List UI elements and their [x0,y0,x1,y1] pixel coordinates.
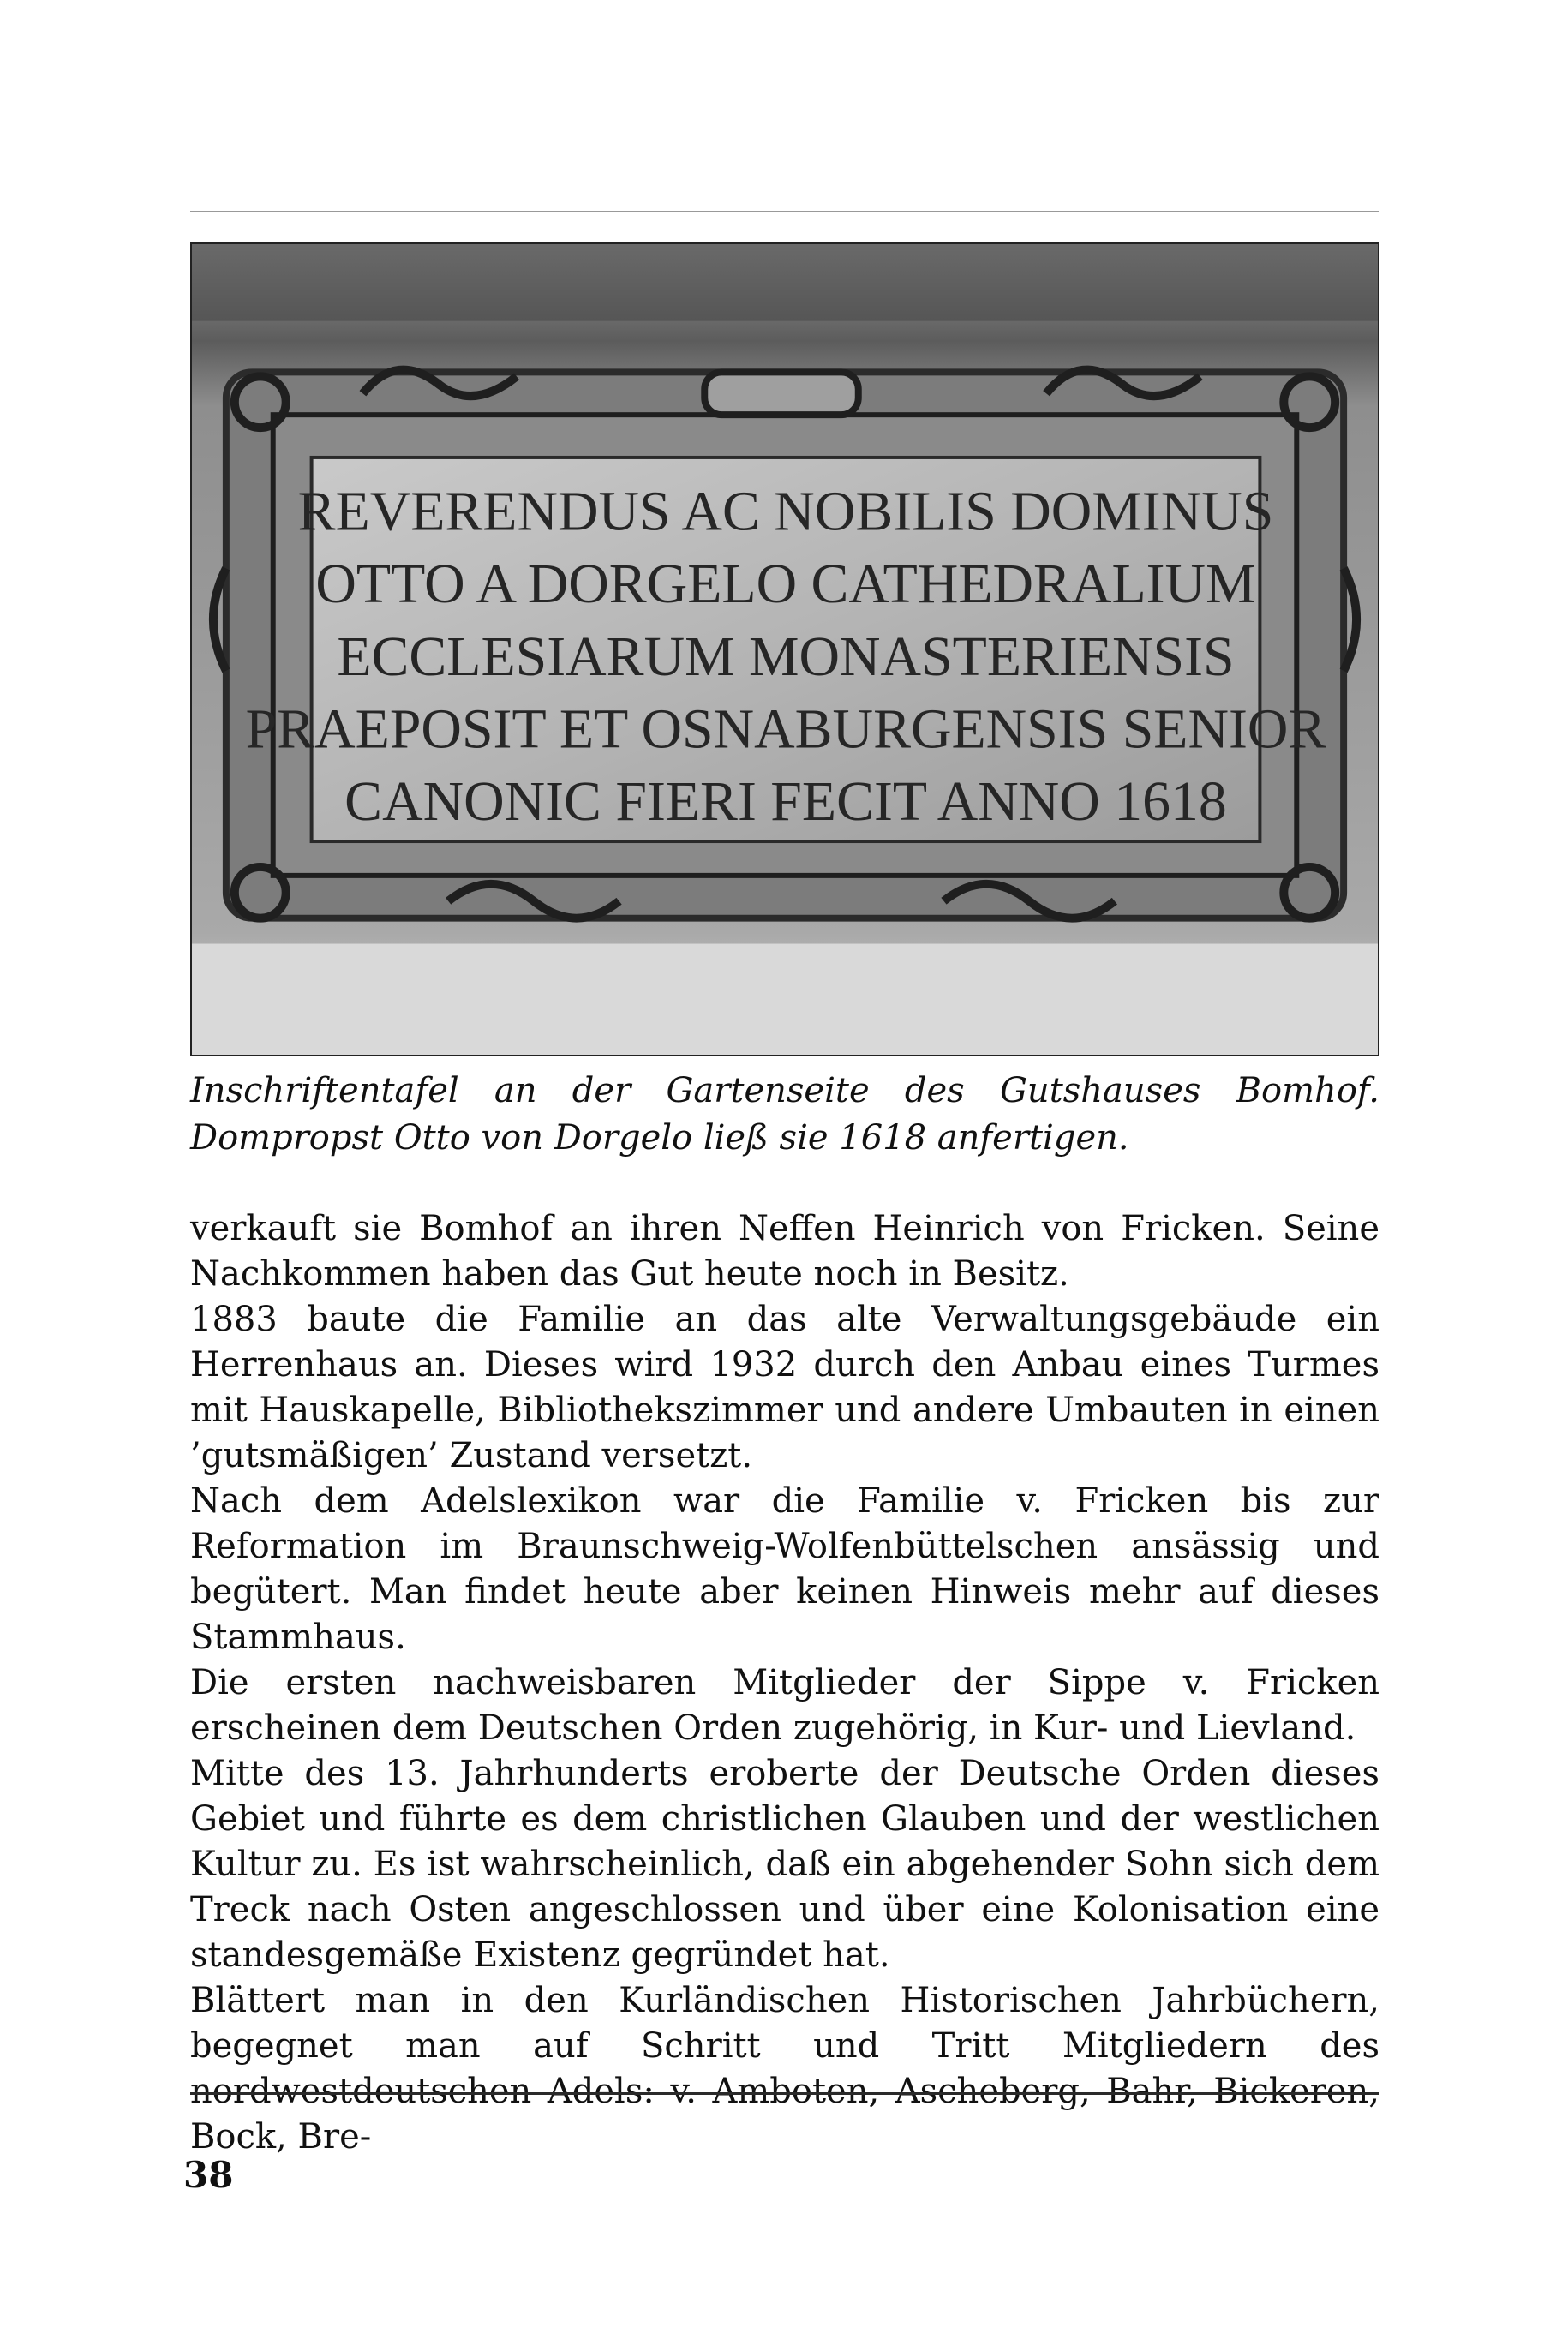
paragraph: Die ersten nachweisbaren Mitglieder der Sippe v. Fricken erscheinen dem Deutschen Orden zugehörig, in Kur- und Lievland. [190,1663,1379,1748]
inscription-line-2: OTTO A DORGELO CATHEDRALIUM [315,553,1256,616]
paragraph: 1883 baute die Familie an das alte Verwaltungsgebäude ein Herrenhaus an. Dieses wird 1932 durch den Anbau eines Turmes mit Hauskapelle, Bibliothekszimmer und andere Umbauten in einen ’gutsmäßigen’ Zustand versetzt. [190,1300,1379,1475]
paragraph: Blättert man in den Kurländischen Historischen Jahrbüchern, begegnet man auf Schritt und Tritt Mitgliedern des nordwestdeutschen Adels: v. Amboten, Ascheberg, Bahr, Bickeren, Bock, Bre- [190,1981,1379,2157]
inscription-line-5: CANONIC FIERI FECIT ANNO 1618 [344,770,1227,834]
figure-caption: Inschriftentafel an der Gartenseite des Gutshauses Bomhof. Dompropst Otto von Dorgelo ließ sie 1618 anfertigen. [190,1071,1379,1158]
inscription-line-1: REVERENDUS AC NOBILIS DOMINUS [297,480,1274,543]
inscription-line-4: PRAEPOSIT ET OSNABURGENSIS SENIOR [245,697,1326,761]
header-rule [190,211,1379,212]
paragraph: verkauft sie Bomhof an ihren Neffen Heinrich von Fricken. Seine Nachkommen haben das Gut heute noch in Besitz. [190,1209,1379,1294]
paragraph: Mitte des 13. Jahrhunderts eroberte der Deutsche Orden dieses Gebiet und führte es dem christlichen Glauben und der westlichen Kultur zu. Es ist wahrscheinlich, daß ein abgehender Sohn sich dem Treck nach Osten angeschlossen und über eine Kolonisation eine standesgemäße Existenz gegründet hat. [190,1754,1379,1975]
inscription-line-3: ECCLESIARUM MONASTERIENSIS [337,625,1235,688]
body-text [190,1206,1379,2160]
inscription-photo [190,242,1379,1056]
footer-rule [190,2092,1379,2095]
page-number: 38 [183,2154,234,2196]
paragraph: Nach dem Adelslexikon war die Familie v. Fricken bis zur Reformation im Braunschweig-Wolfenbüttelschen ansässig und begütert. Man findet heute aber keinen Hinweis mehr auf dieses Stammhaus. [190,1481,1379,1657]
stone-tablet-image [192,244,1378,1055]
